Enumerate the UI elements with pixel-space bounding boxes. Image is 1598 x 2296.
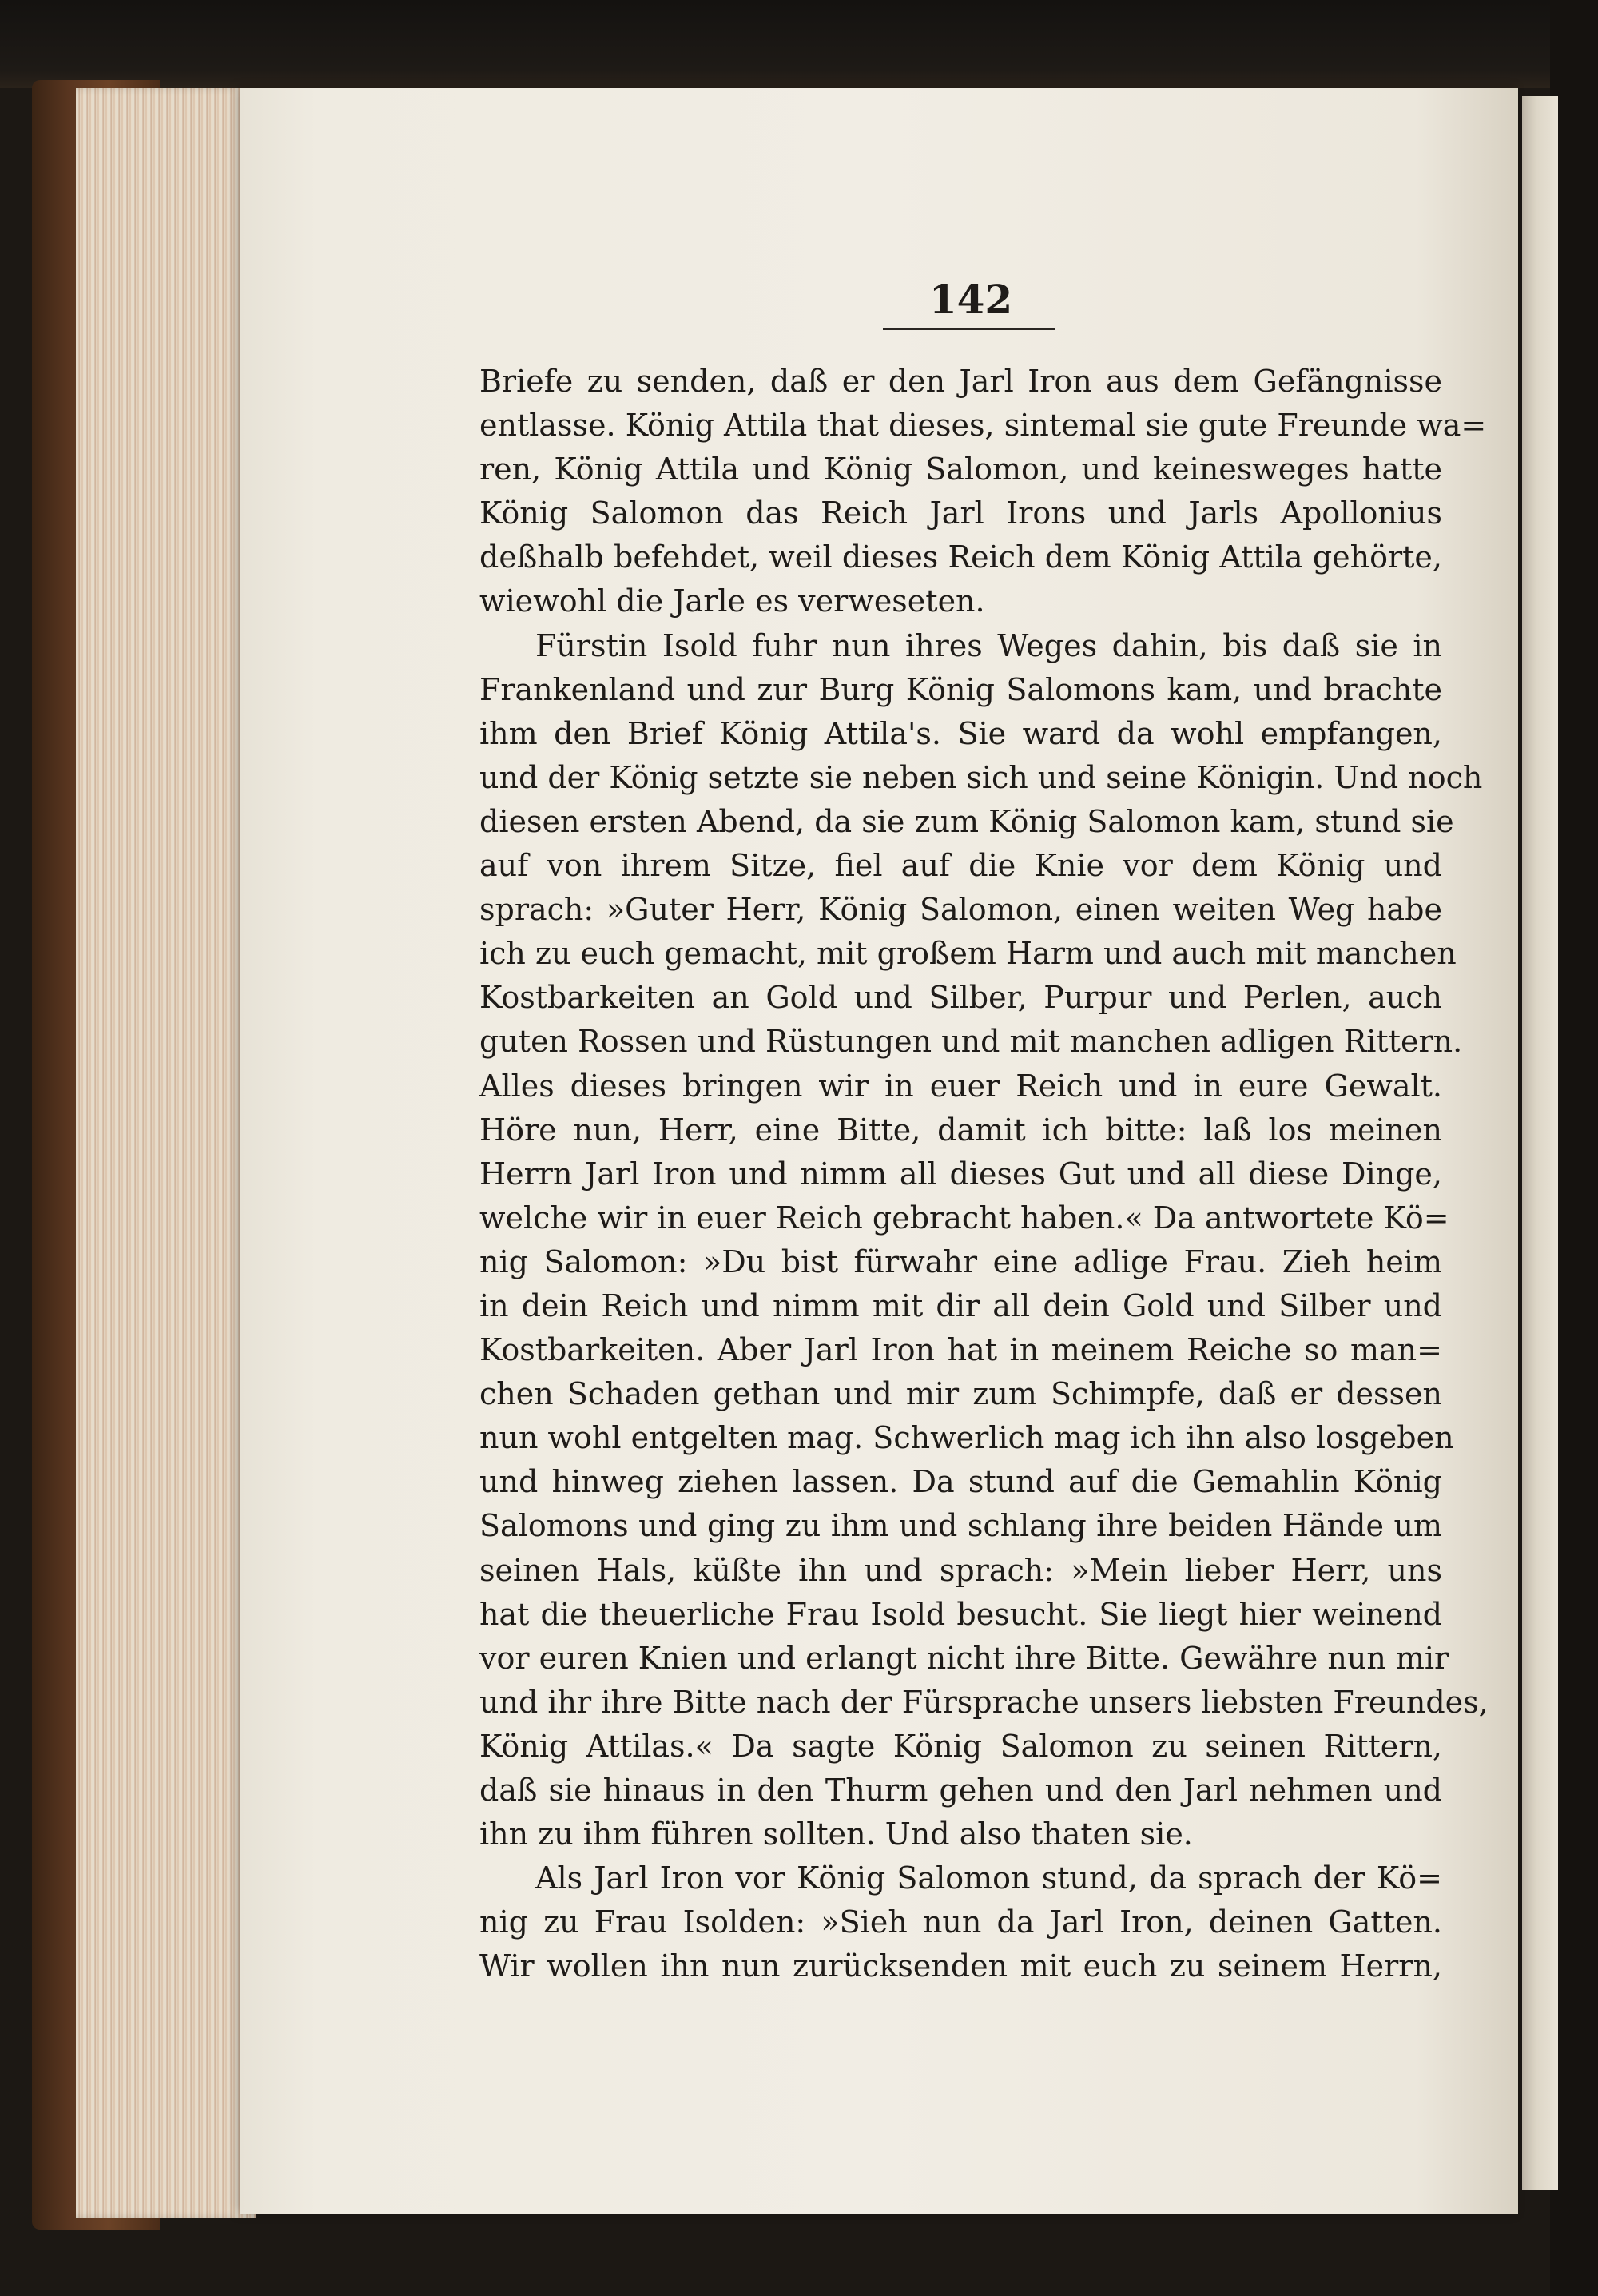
text-line: sprach: »Guter Herr, König Salomon, einen weiten Weg habe <box>479 892 1442 928</box>
text-line: ihm den Brief König Attila's. Sie ward da wohl empfangen, <box>479 715 1442 751</box>
text-line: Als Jarl Iron vor König Salomon stund, da sprach der Kö= <box>535 1860 1442 1896</box>
text-line: hat die theuerliche Frau Isold besucht. Sie liegt hier weinend <box>479 1596 1442 1632</box>
text-line: Herrn Jarl Iron und nimm all dieses Gut und all diese Dinge, <box>479 1156 1442 1192</box>
page-edges <box>76 88 256 2218</box>
text-line: auf von ihrem Sitze, fiel auf die Knie vor dem König und <box>479 848 1442 884</box>
facing-page-edge <box>1522 96 1558 2190</box>
text-line: deßhalb befehdet, weil dieses Reich dem König Attila gehörte, <box>479 539 1442 575</box>
text-line: daß sie hinaus in den Thurm gehen und den Jarl nehmen und <box>479 1773 1442 1808</box>
text-line: nig zu Frau Isolden: »Sieh nun da Jarl Iron, deinen Gatten. <box>479 1904 1442 1940</box>
text-line: ich zu euch gemacht, mit großem Harm und auch mit manchen <box>479 936 1457 972</box>
text-line: guten Rossen und Rüstungen und mit manchen adligen Rittern. <box>479 1024 1463 1060</box>
text-line: ihn zu ihm führen sollten. Und also thaten sie. <box>479 1817 1193 1852</box>
text-line: Kostbarkeiten. Aber Jarl Iron hat in meinem Reiche so man= <box>479 1332 1442 1368</box>
text-line: seinen Hals, küßte ihn und sprach: »Mein lieber Herr, uns <box>479 1552 1442 1588</box>
body-text <box>479 360 1489 1988</box>
text-line: wiewohl die Jarle es verweseten. <box>479 583 985 619</box>
text-line: Briefe zu senden, daß er den Jarl Iron aus dem Gefängnisse <box>479 364 1442 399</box>
text-line: Höre nun, Herr, eine Bitte, damit ich bitte: laß los meinen <box>479 1112 1442 1148</box>
text-line: nig Salomon: »Du bist fürwahr eine adlige Frau. Zieh heim <box>479 1244 1442 1279</box>
text-line: und hinweg ziehen lassen. Da stund auf die Gemahlin König <box>479 1464 1442 1500</box>
page-number: 142 <box>928 276 1013 323</box>
text-line: Fürstin Isold fuhr nun ihres Weges dahin, bis daß sie in <box>535 627 1442 663</box>
text-line: welche wir in euer Reich gebracht haben.« Da antwortete Kö= <box>479 1200 1449 1236</box>
text-line: in dein Reich und nimm mit dir all dein Gold und Silber und <box>479 1287 1442 1323</box>
text-line: König Attilas.« Da sagte König Salomon zu seinen Rittern, <box>479 1728 1442 1764</box>
text-line: und ihr ihre Bitte nach der Fürsprache unsers liebsten Freundes, <box>479 1684 1489 1720</box>
text-line: Salomons und ging zu ihm und schlang ihre beiden Hände um <box>479 1508 1442 1544</box>
text-line: ren, König Attila und König Salomon, und keinesweges hatte <box>479 452 1442 487</box>
text-line: und der König setzte sie neben sich und seine Königin. Und noch <box>479 759 1483 795</box>
text-line: vor euren Knien und erlangt nicht ihre Bitte. Gewähre nun mir <box>479 1640 1449 1676</box>
text-line: König Salomon das Reich Jarl Irons und Jarls Apollonius <box>479 495 1442 531</box>
text-line: Wir wollen ihn nun zurücksenden mit euch zu seinem Herrn, <box>479 1948 1442 1984</box>
text-line: chen Schaden gethan und mir zum Schimpfe, daß er dessen <box>479 1376 1442 1412</box>
text-line: diesen ersten Abend, da sie zum König Salomon kam, stund sie <box>479 803 1454 839</box>
book-cover-top <box>0 0 1598 88</box>
text-line: entlasse. König Attila that dieses, sintemal sie gute Freunde wa= <box>479 408 1487 444</box>
header-rule <box>883 328 1055 330</box>
text-line: Alles dieses bringen wir in euer Reich und in eure Gewalt. <box>479 1068 1442 1104</box>
text-line: nun wohl entgelten mag. Schwerlich mag ich ihn also losgeben <box>479 1420 1454 1456</box>
text-line: Frankenland und zur Burg König Salomons kam, und brachte <box>479 671 1442 707</box>
text-line: Kostbarkeiten an Gold und Silber, Purpur und Perlen, auch <box>479 980 1442 1016</box>
